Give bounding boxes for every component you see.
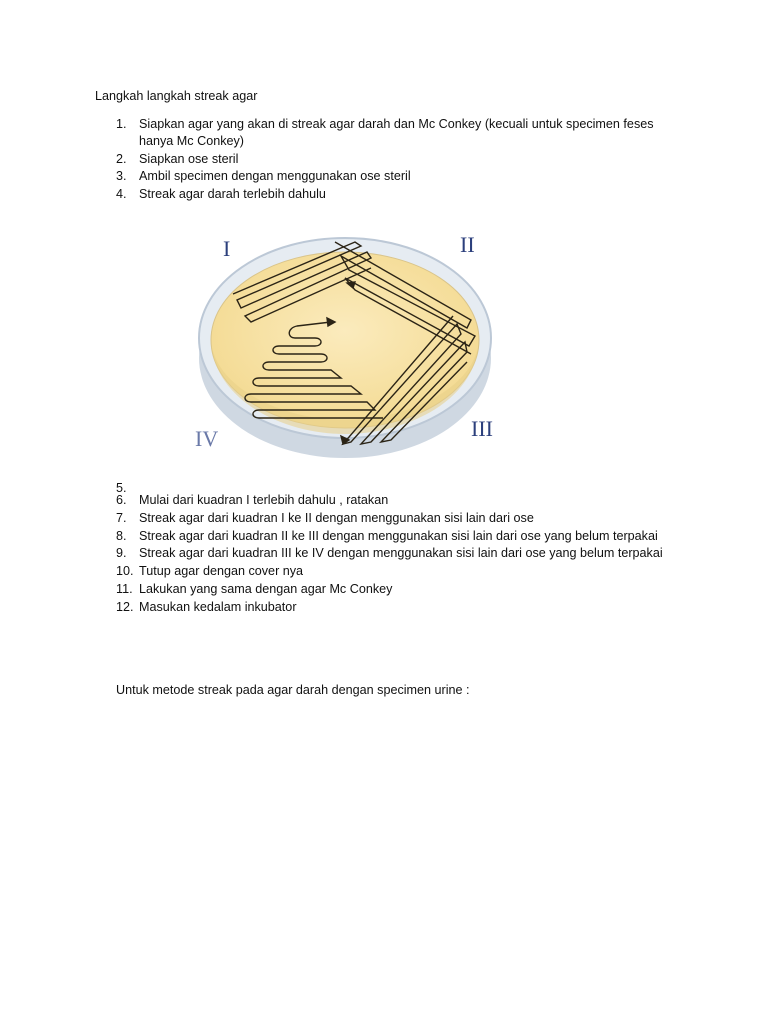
urine-method-note: Untuk metode streak pada agar darah dengan specimen urine : [116,683,470,697]
step-text: Streak agar dari kuadran III ke IV dengan menggunakan sisi lain dari ose yang belum terpakai [139,546,663,560]
step-text: Ambil specimen dengan menggunakan ose steril [139,169,411,183]
step-number: 4. [116,187,127,201]
step-number: 8. [116,529,127,543]
quadrant-label-1: I [223,236,231,261]
step-number: 9. [116,546,127,560]
step-text: Lakukan yang sama dengan agar Mc Conkey [139,582,393,596]
step-number: 3. [116,169,127,183]
quadrant-label-4: IV [195,426,219,451]
document-title: Langkah langkah streak agar [95,89,258,103]
step-number: 6. [116,493,127,507]
step-text: Streak agar darah terlebih dahulu [139,187,326,201]
step-text: Masukan kedalam inkubator [139,600,297,614]
step-number: 10. [116,564,134,578]
step-text: Streak agar dari kuadran I ke II dengan menggunakan sisi lain dari ose [139,511,534,525]
step-text: Siapkan ose steril [139,152,239,166]
step-number: 12. [116,600,134,614]
streak-plate-figure [185,212,505,472]
quadrant-label-3: III [471,416,493,441]
step-number: 1. [116,117,127,131]
step-text: Mulai dari kuadran I terlebih dahulu , ratakan [139,493,389,507]
step-text: Streak agar dari kuadran II ke III dengan menggunakan sisi lain dari ose yang belum terpakai [139,529,658,543]
quadrant-label-2: II [460,232,475,257]
petri-dish-illustration [185,212,505,472]
step-number: 2. [116,152,127,166]
step-text: Siapkan agar yang akan di streak agar darah dan Mc Conkey (kecuali untuk specimen feses hanya Mc Conkey) [139,117,654,148]
step-text: Tutup agar dengan cover nya [139,564,304,578]
step-number: 5. [116,481,127,495]
step-number: 7. [116,511,127,525]
step-number: 11. [116,582,133,596]
